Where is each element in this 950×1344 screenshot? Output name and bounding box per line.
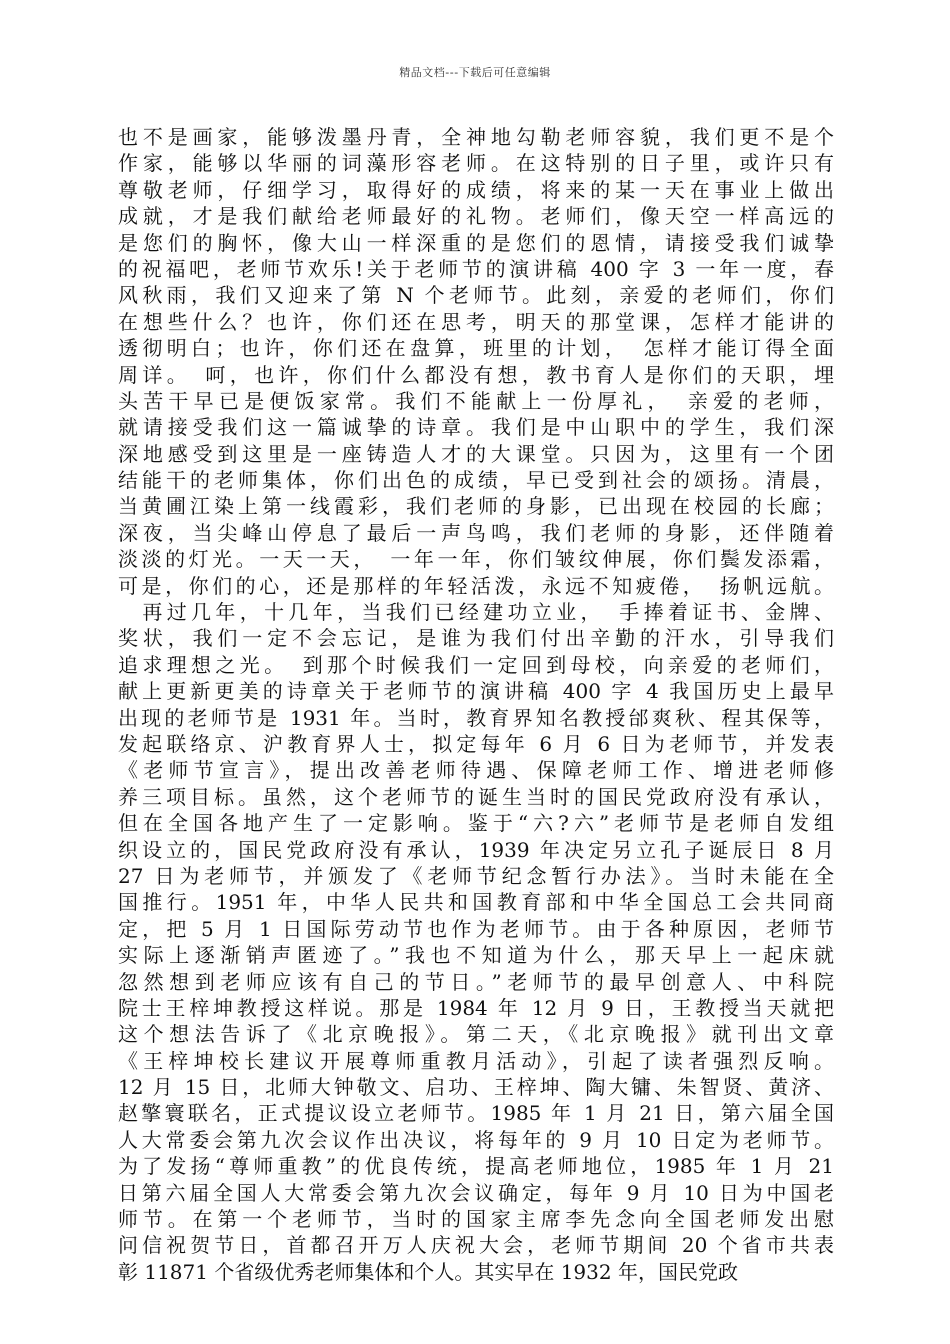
text-line: 深地感受到这里是一座铸造人才的大课堂。只因为，这里有一个团 xyxy=(118,441,834,466)
text-line: 问信祝贺节日，首都召开万人庆祝大会，老师节期间 20 个省市共表 xyxy=(118,1233,834,1258)
text-line: 27 日为老师节，并颁发了《老师节纪念暂行办法》。当时未能在全 xyxy=(118,863,834,888)
body-text xyxy=(118,124,834,1285)
text-line: 风秋雨，我们又迎来了第 N 个老师节。此刻，亲爱的老师们，你们 xyxy=(118,283,834,308)
text-line: 周详。 呵，也许，你们什么都没有想，教书育人是你们的天职，埋 xyxy=(118,362,834,387)
text-line: 《老师节宣言》，提出改善老师待遇、保障老师工作、增进老师修 xyxy=(118,758,834,783)
text-line: 12 月 15 日，北师大钟敬文、启功、王梓坤、陶大镛、朱智贤、黄济、 xyxy=(118,1075,834,1100)
text-line: 忽然想到老师应该有自己的节日。”老师节的最早创意人、中科院 xyxy=(118,969,834,994)
text-line: 实际上逐渐销声匿迹了。”我也不知道为什么，那天早上一起床就 xyxy=(118,943,834,968)
text-line: 出现的老师节是 1931 年。当时，教育界知名教授邰爽秋、程其保等， xyxy=(118,705,834,730)
text-line: 彰 11871 个省级优秀老师集体和个人。其实早在 1932 年，国民党政 xyxy=(118,1259,738,1284)
text-line: 为了发扬“尊师重教”的优良传统，提高老师地位，1985 年 1 月 21 xyxy=(118,1154,834,1179)
text-line: 就请接受我们这一篇诚挚的诗章。我们是中山职中的学生，我们深 xyxy=(118,415,834,440)
text-line: 透彻明白；也许，你们还在盘算，班里的计划， 怎样才能订得全面 xyxy=(118,336,834,361)
text-line: 在想些什么？也许，你们还在思考，明天的那堂课，怎样才能讲的 xyxy=(118,309,834,334)
text-line: 可是，你们的心，还是那样的年轻活泼，永远不知疲倦， 扬帆远航。 xyxy=(118,573,834,598)
text-line: 师节。在第一个老师节，当时的国家主席李先念向全国老师发出慰 xyxy=(118,1207,834,1232)
text-line: 院士王梓坤教授这样说。那是 1984 年 12 月 9 日，王教授当天就把 xyxy=(118,995,834,1020)
text-line: 献上更新更美的诗章关于老师节的演讲稿 400 字 4 我国历史上最早 xyxy=(118,679,834,704)
text-line: 赵擎寰联名，正式提议设立老师节。1985 年 1 月 21 日，第六届全国 xyxy=(118,1101,834,1126)
page-header: 精品文档---下载后可任意编辑 xyxy=(399,66,551,79)
text-line: 当黄圃江染上第一线霞彩，我们老师的身影，已出现在校园的长廊； xyxy=(118,494,834,519)
text-line: 尊敬老师，仔细学习，取得好的成绩，将来的某一天在事业上做出 xyxy=(118,177,834,202)
text-line: 奖状，我们一定不会忘记，是谁为我们付出辛勤的汗水，引导我们 xyxy=(118,626,834,651)
text-line: 追求理想之光。 到那个时候我们一定回到母校，向亲爱的老师们， xyxy=(118,652,834,677)
text-line: 淡淡的灯光。一天一天， 一年一年，你们皱纹伸展，你们鬓发添霜， xyxy=(118,547,834,572)
text-line: 日第六届全国人大常委会第九次会议确定，每年 9 月 10 日为中国老 xyxy=(118,1180,834,1205)
text-line: 的祝福吧，老师节欢乐!关于老师节的演讲稿 400 字 3 一年一度，春 xyxy=(118,256,834,281)
text-line: 养三项目标。虽然，这个老师节的诞生当时的国民党政府没有承认， xyxy=(118,784,834,809)
text-line: 再过几年，十几年，当我们已经建功立业， 手捧着证书、金牌、 xyxy=(118,600,834,625)
text-line: 《王梓坤校长建议开展尊师重教月活动》，引起了读者强烈反响。 xyxy=(118,1048,834,1073)
text-line: 作家，能够以华丽的词藻形容老师。在这特别的日子里，或许只有 xyxy=(118,151,834,176)
text-line: 深夜，当尖峰山停息了最后一声鸟鸣，我们老师的身影，还伴随着 xyxy=(118,520,834,545)
text-line: 成就，才是我们献给老师最好的礼物。老师们，像天空一样高远的 xyxy=(118,204,834,229)
text-line: 这个想法告诉了《北京晚报》。第二天，《北京晚报》就刊出文章 xyxy=(118,1022,834,1047)
text-line: 人大常委会第九次会议作出决议，将每年的 9 月 10 日定为老师节。 xyxy=(118,1127,834,1152)
text-line: 发起联络京、沪教育界人士，拟定每年 6 月 6 日为老师节，并发表 xyxy=(118,731,834,756)
text-line: 结能干的老师集体，你们出色的成绩，早已受到社会的颂扬。清晨， xyxy=(118,468,834,493)
text-line: 但在全国各地产生了一定影响。鉴于“六?六”老师节是老师自发组 xyxy=(118,811,834,836)
text-line: 也不是画家，能够泼墨丹青，全神地勾勒老师容貌，我们更不是个 xyxy=(118,125,834,149)
text-line: 国推行。1951 年，中华人民共和国教育部和中华全国总工会共同商 xyxy=(118,890,834,915)
text-line: 头苦干早已是便饭家常。我们不能献上一份厚礼， 亲爱的老师， xyxy=(118,388,834,413)
text-line: 定，把 5 月 1 日国际劳动节也作为老师节。由于各种原因，老师节 xyxy=(118,916,834,941)
text-line: 是您们的胸怀，像大山一样深重的是您们的恩情，请接受我们诚挚 xyxy=(118,230,834,255)
text-line: 织设立的，国民党政府没有承认，1939 年决定另立孔子诞辰日 8 月 xyxy=(118,837,834,862)
